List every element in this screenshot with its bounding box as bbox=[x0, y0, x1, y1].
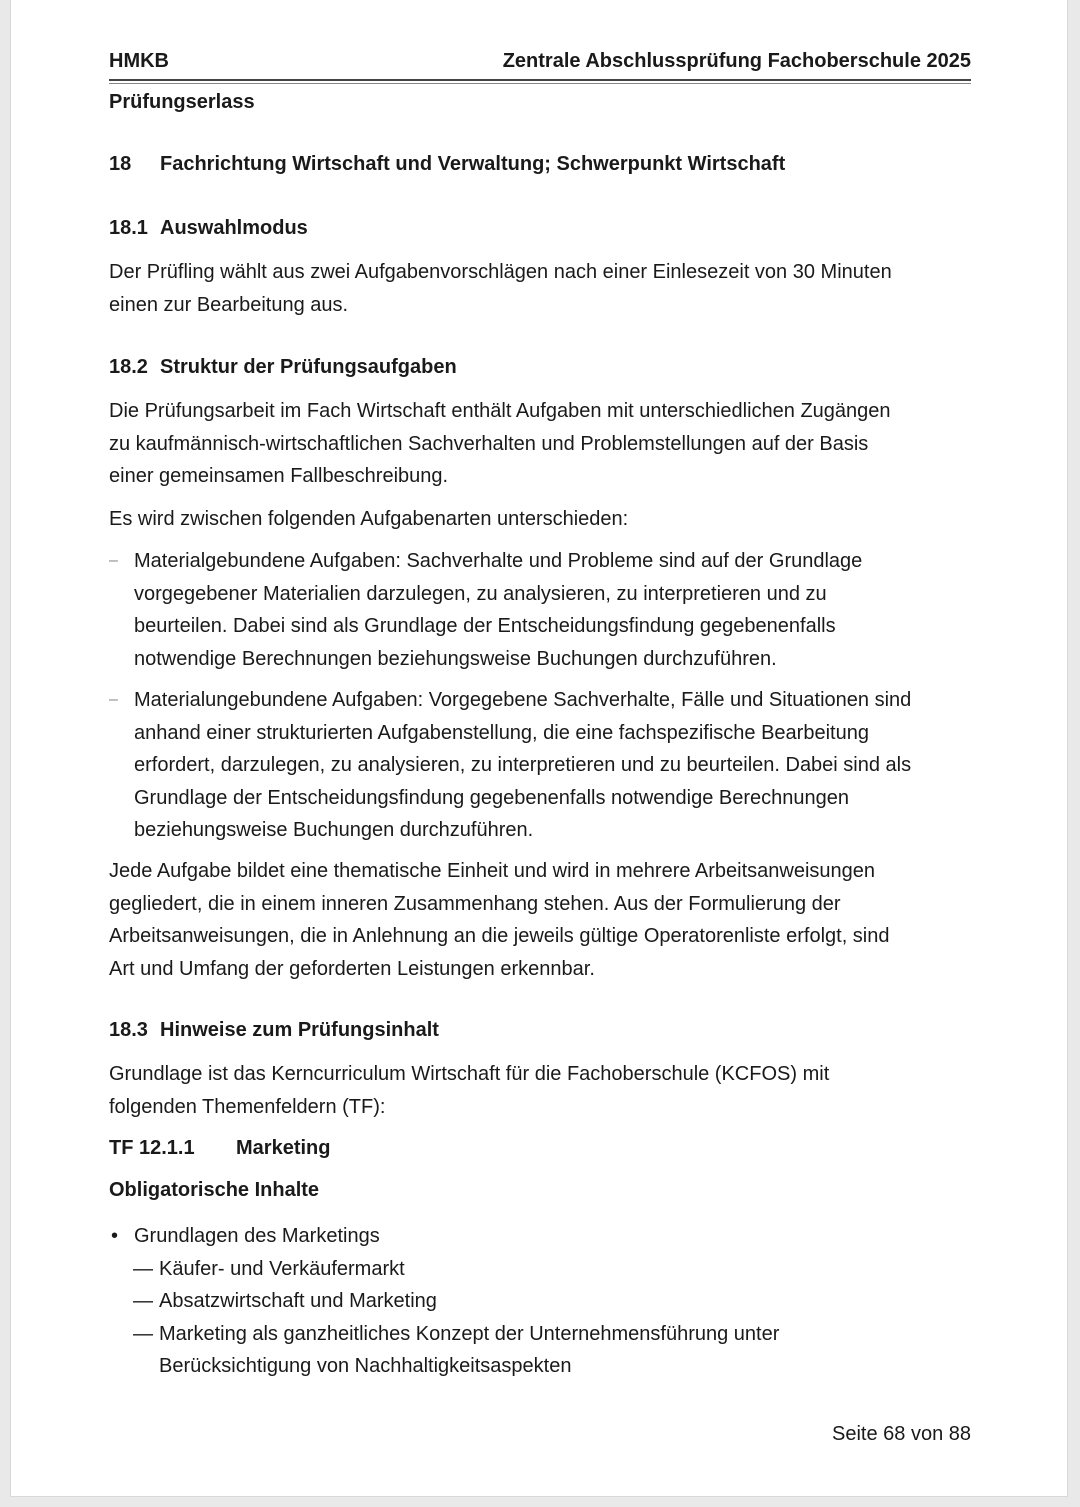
text-line: Arbeitsanweisungen, die in Anlehnung an die jeweils gültige Operatorenliste erfolgt, sind bbox=[109, 925, 890, 947]
subsection-heading-18-2 bbox=[109, 356, 971, 379]
sub-dash: — bbox=[133, 1290, 153, 1312]
page-number: Seite 68 von 88 bbox=[832, 1423, 971, 1445]
text-line: Die Prüfungsarbeit im Fach Wirtschaft enthält Aufgaben mit unterschiedlichen Zugängen bbox=[109, 400, 891, 422]
text-line: Absatzwirtschaft und Marketing bbox=[159, 1290, 437, 1312]
text-line: zu kaufmännisch-wirtschaftlichen Sachverhalten und Problemstellungen auf der Basis bbox=[109, 432, 869, 455]
text-line: Käufer- und Verkäufermarkt bbox=[159, 1257, 405, 1280]
header-subtitle: Prüfungserlass bbox=[109, 91, 255, 113]
subsection-number: 18.1 bbox=[109, 217, 148, 239]
subsection-heading-18-3 bbox=[109, 1019, 971, 1042]
list-item bbox=[109, 684, 971, 847]
header-right: Zentrale Abschlussprüfung Fachoberschule 2025 bbox=[502, 50, 971, 72]
section-number: 18 bbox=[109, 153, 132, 175]
text-line: Materialungebundene Aufgaben: Vorgegebene Sachverhalte, Fälle und Situationen sind bbox=[134, 689, 912, 711]
sub-list-item bbox=[109, 1285, 971, 1318]
paragraph-aufgabenarten-intro: Es wird zwischen folgenden Aufgabenarten unterschieden: bbox=[109, 508, 629, 530]
page-header bbox=[109, 50, 971, 76]
subsection-number: 18.2 bbox=[109, 356, 148, 378]
paragraph-struktur-intro bbox=[109, 395, 971, 493]
themenfeld-heading bbox=[109, 1137, 971, 1160]
sub-dash: — bbox=[133, 1257, 153, 1280]
text-line: einer gemeinsamen Fallbeschreibung. bbox=[109, 465, 449, 487]
task-types-list-2 bbox=[109, 684, 971, 847]
dash-bullet: – bbox=[109, 552, 118, 569]
text-line: anhand einer strukturierten Aufgabenstellung, die eine fachspezifische Bearbeitung bbox=[134, 721, 869, 744]
text-line: Berücksichtigung von Nachhaltigkeitsaspekten bbox=[159, 1355, 572, 1377]
text-line: Grundlage ist das Kerncurriculum Wirtschaft für die Fachoberschule (KCFOS) mit bbox=[109, 1063, 830, 1085]
themenfeld-number: TF 12.1.1 bbox=[109, 1137, 195, 1159]
section-heading bbox=[109, 153, 971, 176]
text-line: Jede Aufgabe bildet eine thematische Einheit und wird in mehrere Arbeitsanweisungen bbox=[109, 860, 876, 882]
bullet-dot: • bbox=[111, 1225, 119, 1247]
text-line: Der Prüfling wählt aus zwei Aufgabenvorschlägen nach einer Einlesezeit von 30 Minuten bbox=[109, 261, 892, 283]
paragraph-pruefungsinhalt-intro bbox=[109, 1058, 971, 1123]
text-line: erfordert, darzulegen, zu analysieren, zu interpretieren und zu beurteilen. Dabei sind als bbox=[134, 754, 912, 776]
sub-list-item bbox=[109, 1318, 971, 1383]
text-line: vorgegebener Materialien darzulegen, zu analysieren, zu interpretieren und zu bbox=[134, 582, 827, 605]
text-line: Marketing als ganzheitliches Konzept der Unternehmensführung unter bbox=[159, 1322, 780, 1345]
sub-dash: — bbox=[133, 1322, 153, 1345]
bullet-text: Grundlagen des Marketings bbox=[134, 1225, 380, 1247]
subsection-heading-18-1 bbox=[109, 217, 971, 240]
document-page bbox=[10, 0, 1068, 1497]
header-left: HMKB bbox=[109, 50, 169, 72]
section-title: Fachrichtung Wirtschaft und Verwaltung; Schwerpunkt Wirtschaft bbox=[160, 153, 786, 175]
subsection-title: Hinweise zum Prüfungsinhalt bbox=[160, 1019, 439, 1041]
paragraph-struktur-closing bbox=[109, 855, 971, 985]
text-line: folgenden Themenfeldern (TF): bbox=[109, 1095, 386, 1118]
text-line: einen zur Bearbeitung aus. bbox=[109, 293, 349, 316]
paragraph-auswahlmodus bbox=[109, 256, 971, 321]
text-line: Materialgebundene Aufgaben: Sachverhalte und Probleme sind auf der Grundlage bbox=[134, 550, 863, 572]
sub-list-item bbox=[109, 1253, 971, 1286]
text-line: gegliedert, die in einem inneren Zusammenhang stehen. Aus der Formulierung der bbox=[109, 892, 841, 915]
text-line: Grundlage der Entscheidungsfindung gegebenenfalls notwendige Berechnungen bbox=[134, 786, 849, 809]
dash-bullet: – bbox=[109, 691, 118, 708]
text-line: beurteilen. Dabei sind als Grundlage der Entscheidungsfindung gegebenenfalls bbox=[134, 615, 836, 637]
subsection-number: 18.3 bbox=[109, 1019, 148, 1041]
themenfeld-title: Marketing bbox=[236, 1137, 331, 1159]
header-divider bbox=[109, 79, 971, 84]
subsection-title: Auswahlmodus bbox=[160, 217, 308, 239]
text-line: beziehungsweise Buchungen durchzuführen. bbox=[134, 819, 534, 841]
task-types-list bbox=[109, 545, 971, 675]
list-item bbox=[109, 545, 971, 675]
bullet-item bbox=[109, 1220, 971, 1253]
obligatory-heading: Obligatorische Inhalte bbox=[109, 1179, 320, 1201]
subsection-title: Struktur der Prüfungsaufgaben bbox=[160, 356, 457, 378]
text-line: notwendige Berechnungen beziehungsweise Buchungen durchzuführen. bbox=[134, 647, 777, 670]
content-list bbox=[109, 1220, 971, 1383]
text-line: Art und Umfang der geforderten Leistungen erkennbar. bbox=[109, 957, 595, 980]
